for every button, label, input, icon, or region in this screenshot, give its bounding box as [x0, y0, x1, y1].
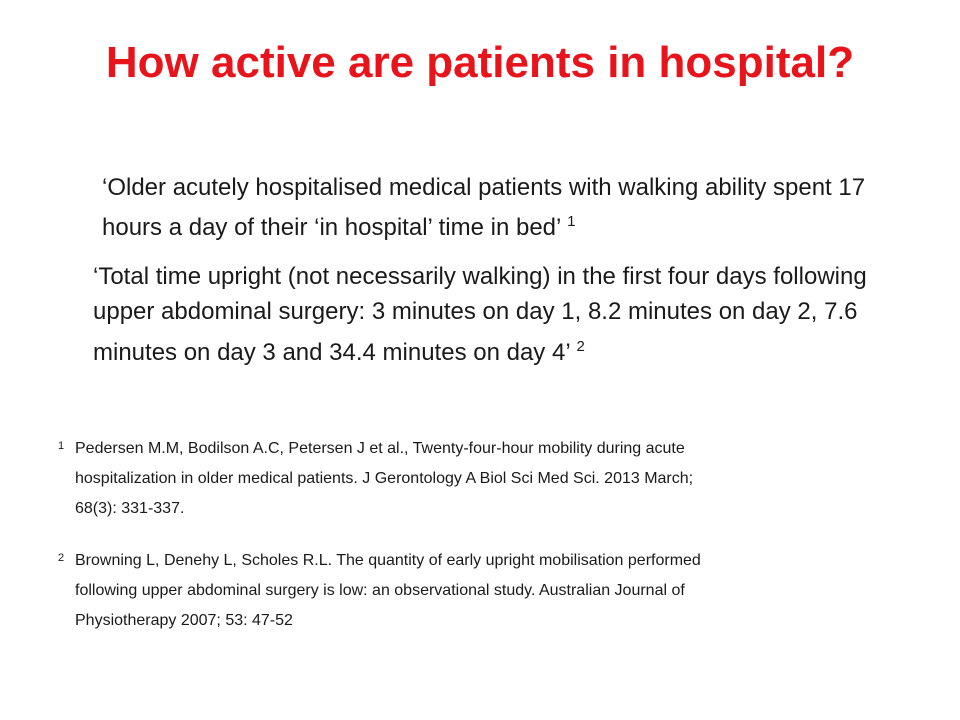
- quote-bed-time-ref-marker: 1: [567, 213, 576, 230]
- reference-2-number: 2: [58, 552, 65, 564]
- reference-2-line-1-text: Browning L, Denehy L, Scholes R.L. The quantity of early upright mobilisation performed: [75, 552, 701, 569]
- reference-2: [58, 543, 888, 636]
- reference-2-line-1: [58, 543, 888, 576]
- reference-1-number: 1: [58, 440, 65, 452]
- reference-2-line-3: Physiotherapy 2007; 53: 47-52: [75, 612, 293, 629]
- quote-bed-time: [102, 171, 902, 245]
- reference-2-line-2: following upper abdominal surgery is low: an observational study. Australian Journal of: [75, 582, 685, 599]
- quote-bed-time-text: ‘Older acutely hospitalised medical patients with walking ability spent 17 hours a day of their ‘in hospital’ time in bed’: [102, 174, 866, 241]
- reference-1-line-2: hospitalization in older medical patients. J Gerontology A Biol Sci Med Sci. 2013 March;: [75, 470, 694, 487]
- reference-1-line-3: 68(3): 331-337.: [75, 500, 185, 517]
- quote-upright-time: [93, 259, 913, 370]
- quote-upright-time-text: ‘Total time upright (not necessarily walking) in the first four days following upper abdominal surgery: 3 minutes on day 1, 8.2 minutes on day 2, 7.6 minutes on day 3 and 34.4 minutes on day 4’: [93, 263, 867, 366]
- reference-1: [58, 431, 888, 524]
- slide-title: How active are patients in hospital?: [105, 38, 855, 87]
- reference-1-line-1-text: Pedersen M.M, Bodilson A.C, Petersen J et al., Twenty-four-hour mobility during acute: [75, 440, 685, 457]
- quote-upright-time-ref-marker: 2: [576, 338, 585, 355]
- reference-1-line-1: [58, 431, 888, 464]
